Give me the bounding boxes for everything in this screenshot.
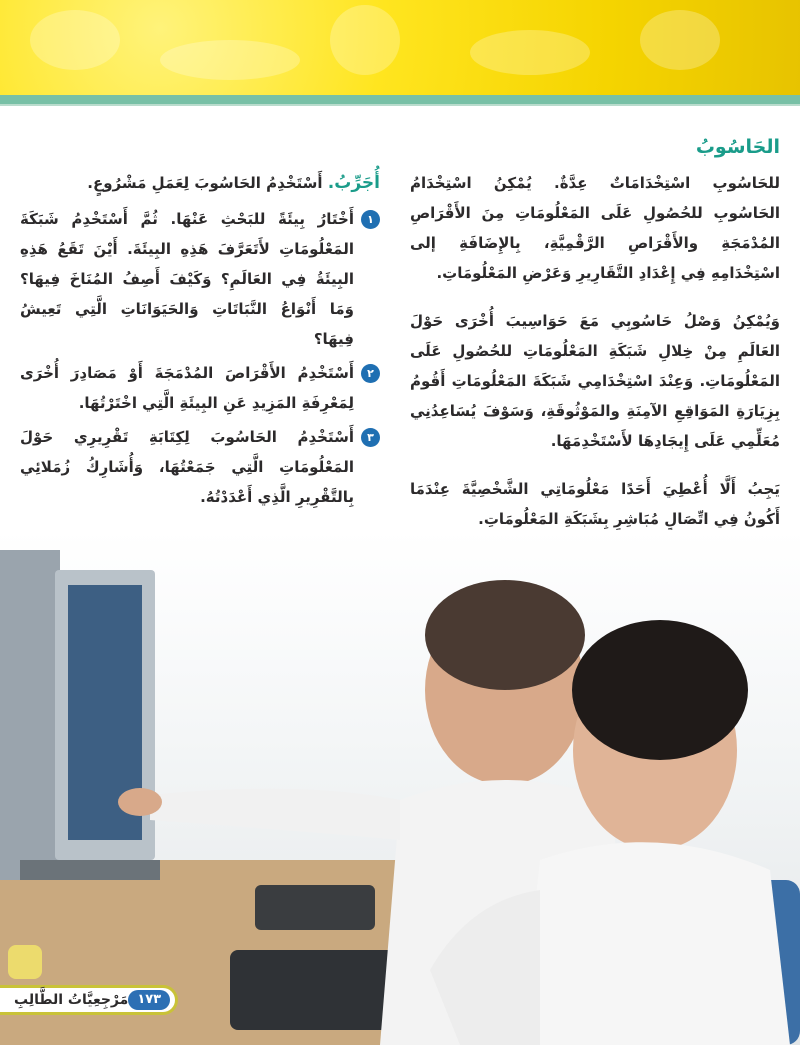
try-label: أُجَرِّبُ.	[327, 173, 380, 193]
project-step	[20, 422, 380, 512]
step-number-badge: ١	[361, 210, 380, 229]
computer-info-column	[410, 132, 780, 552]
children-at-computer-photo	[0, 530, 800, 1045]
boy-hair	[425, 580, 585, 690]
boy-robe	[520, 842, 790, 1045]
project-step	[20, 358, 380, 418]
monitor-back	[0, 550, 60, 880]
step-text: أَسْتَخْدِمُ الأَقْرَاصَ المُدْمَجَةَ أَوْ مَصَادِرَ أُخْرَى لِمَعْرِفَةِ المَزِيدِ عَنِ البِيئَةِ الَّتِي اخْتَرْتُهَا.	[20, 364, 354, 412]
safety-paragraph: يَجِبُ أَلَّا أُعْطِيَ أَحَدًا مَعْلُومَاتِي الشَّخْصِيَّةَ عِنْدَمَا أَكُونُ فِي اتِّصَالٍ مُبَاشِرٍ بِشَبَكَةِ المَعْلُومَاتِ.	[410, 480, 780, 528]
project-heading-text: أَسْتَخْدِمُ الحَاسُوبَ لِعَمَلِ مَشْرُوعٍ.	[87, 174, 323, 192]
computer-uses-paragraph: للحَاسُوبِ اسْتِخْدَامَاتٌ عِدَّةٌ. يُمْكِنُ اسْتِخْدَامُ الحَاسُوبِ للحُصُولِ عَلَى المَعْلُومَاتِ مِنَ الأَقْرَاصِ المُدْمَجَةِ والأَقْرَاصِ الرَّقْمِيَّةِ، بِالإِضَافَةِ إلى اسْتِخْدَامِهِ فِي إِعْدَادِ التَّقَارِيرِ وَعَرْضِ المَعْلُومَاتِ.	[410, 174, 780, 282]
photo-illustration	[0, 530, 800, 1045]
keyboard	[255, 885, 375, 930]
project-column	[20, 168, 380, 516]
project-heading	[20, 168, 380, 198]
monitor-stand	[20, 860, 160, 880]
top-banner	[0, 0, 800, 95]
boy-hair	[572, 620, 748, 760]
boy-hand	[118, 788, 162, 816]
page-number: ١٧٣	[128, 990, 170, 1010]
footer-tab	[0, 985, 178, 1015]
network-paragraph: وَيُمْكِنُ وَصْلُ حَاسُوبِي مَعَ حَوَاسِيبَ أُخْرَى حَوْلَ العَالَمِ مِنْ خِلالِ شَبَكَةِ المَعْلُومَاتِ للحُصُولِ عَلَى المَعْلُومَاتِ. وَعِنْدَ اسْتِخْدَامِي شَبَكَةَ المَعْلُومَاتِ أَقُومُ بِزِيَارَةِ المَوَاقِعِ الآمِنَةِ والمَوْثُوقَةِ، وَسَوْفَ يُسَاعِدُنِي مُعَلِّمِي عَلَى إِيجَادِهَا لأَسْتَخْدِمَهَا.	[410, 312, 780, 450]
step-text: أَخْتَارُ بِيئَةً للبَحْثِ عَنْهَا. ثُمَّ أَسْتَخْدِمُ شَبَكَةَ المَعْلُومَاتِ لأَتَعَرَّفَ هَذِهِ البِيئَةَ. أَيْنَ تَقَعُ هَذِهِ البِيئَةُ فِي العَالَمِ؟ وَكَيْفَ أَصِفُ المُنَاخَ فِيهَا؟ وَمَا أَنْوَاعُ النَّبَاتَاتِ وَالحَيَوَانَاتِ الَّتِي تَعِيشُ فِيهَا؟	[20, 210, 354, 348]
publisher-logo-icon	[8, 945, 42, 979]
step-number-badge: ٣	[361, 428, 380, 447]
banner-stripe-line	[0, 104, 800, 106]
footer-label: مَرْجِعِيَّاتُ الطَّالِبِ	[14, 992, 129, 1008]
section-title: الحَاسُوبُ	[695, 136, 780, 158]
keyboard	[230, 950, 395, 1030]
banner-stripe	[0, 95, 800, 104]
boy-arm	[150, 789, 400, 840]
step-text: أَسْتَخْدِمُ الحَاسُوبَ لِكِتَابَةِ تَقْرِيرِي حَوْلَ المَعْلُومَاتِ الَّتِي جَمَعْتُهَا، وَأُشَارِكُ زُمَلائِي بِالتَّقْرِيرِ الَّذِي أَعْدَدْتُهُ.	[20, 428, 354, 506]
step-number-badge: ٢	[361, 364, 380, 383]
project-step	[20, 204, 380, 354]
